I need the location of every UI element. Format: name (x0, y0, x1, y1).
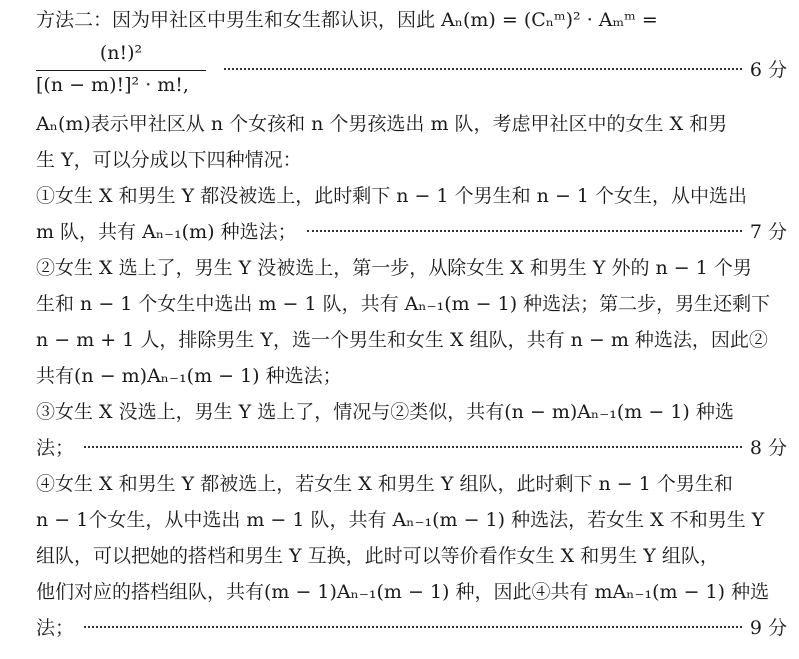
score-6: 6 分 (749, 59, 787, 81)
dotted-leader (224, 68, 742, 70)
case-4-line-5 (36, 610, 787, 646)
case-3-line-2 (36, 430, 787, 466)
method-two-intro-text: 方法二：因为甲社区中男生和女生都认识，因此 Aₙ(m) = (Cₙᵐ)² · Aₘᵐ = (36, 9, 658, 31)
definition-line (36, 106, 787, 142)
case-4-text-5: 法； (36, 617, 75, 639)
dotted-leader (84, 626, 742, 628)
case-1-text-2: m 队，共有 Aₙ₋₁(m) 种选法； (36, 221, 297, 243)
case-4-line-2 (36, 502, 787, 538)
case-2-text-2: 生和 n − 1 个女生中选出 m − 1 队，共有 Aₙ₋₁(m − 1) 种选法；第二步，男生还剩下 (36, 293, 771, 315)
score-8: 8 分 (749, 437, 787, 459)
cases-intro-line (36, 142, 787, 178)
definition-prefix: Aₙ(m) (36, 113, 91, 135)
case-2-text-1: ②女生 X 选上了，男生 Y 没被选上，第一步，从除女生 X 和男生 Y 外的 n − 1 个男 (36, 257, 752, 279)
case-4-line-4 (36, 574, 787, 610)
fraction-bar (36, 70, 206, 71)
fraction-denominator: [(n − m)!]² · m!, (36, 74, 189, 96)
score-9: 9 分 (749, 617, 787, 639)
case-4-line-1 (36, 466, 787, 502)
case-4-line-3 (36, 538, 787, 574)
formula-fraction (36, 40, 206, 98)
case-2-line-4 (36, 358, 787, 394)
score-line-6 (214, 52, 787, 88)
case-2-line-2 (36, 286, 787, 322)
case-1-text-1: ①女生 X 和男生 Y 都没被选上，此时剩下 n − 1 个男生和 n − 1 个女生，从中选出 (36, 185, 748, 207)
dotted-leader (307, 230, 742, 232)
case-4-text-3: 组队，可以把她的搭档和男生 Y 互换，此时可以等价看作女生 X 和男生 Y 组队， (36, 545, 719, 567)
case-3-line-1 (36, 394, 787, 430)
case-1-line-1 (36, 178, 787, 214)
case-2-line-1 (36, 250, 787, 286)
case-3-text-1: ③女生 X 没选上，男生 Y 选上了，情况与②类似，共有(n − m)Aₙ₋₁(m − 1) 种选 (36, 401, 734, 423)
fraction-numerator: (n!)² (99, 42, 143, 64)
cases-intro-text: 生 Y，可以分成以下四种情况： (36, 149, 302, 171)
case-4-text-4: 他们对应的搭档组队，共有(m − 1)Aₙ₋₁(m − 1) 种，因此④共有 mAₙ₋₁(m − 1) 种选 (36, 581, 770, 603)
case-2-text-3: n − m + 1 人，排除男生 Y，选一个男生和女生 X 组队，共有 n − m 种选法，因此② (36, 329, 768, 351)
method-two-intro-line (36, 2, 787, 38)
score-7: 7 分 (749, 221, 787, 243)
case-3-text-2: 法； (36, 437, 75, 459)
definition-text: 表示甲社区从 n 个女孩和 n 个男孩选出 m 队，考虑甲社区中的女生 X 和男 (90, 113, 728, 135)
case-1-line-2 (36, 214, 787, 250)
case-2-line-3 (36, 322, 787, 358)
case-2-text-4: 共有(n − m)Aₙ₋₁(m − 1) 种选法； (36, 365, 342, 387)
case-4-text-1: ④女生 X 和男生 Y 都被选上，若女生 X 和男生 Y 组队，此时剩下 n − 1 个男生和 (36, 473, 733, 495)
case-4-text-2: n − 1个女生，从中选出 m − 1 队，共有 Aₙ₋₁(m − 1) 种选法，若女生 X 不和男生 Y (36, 509, 765, 531)
dotted-leader (84, 446, 742, 448)
